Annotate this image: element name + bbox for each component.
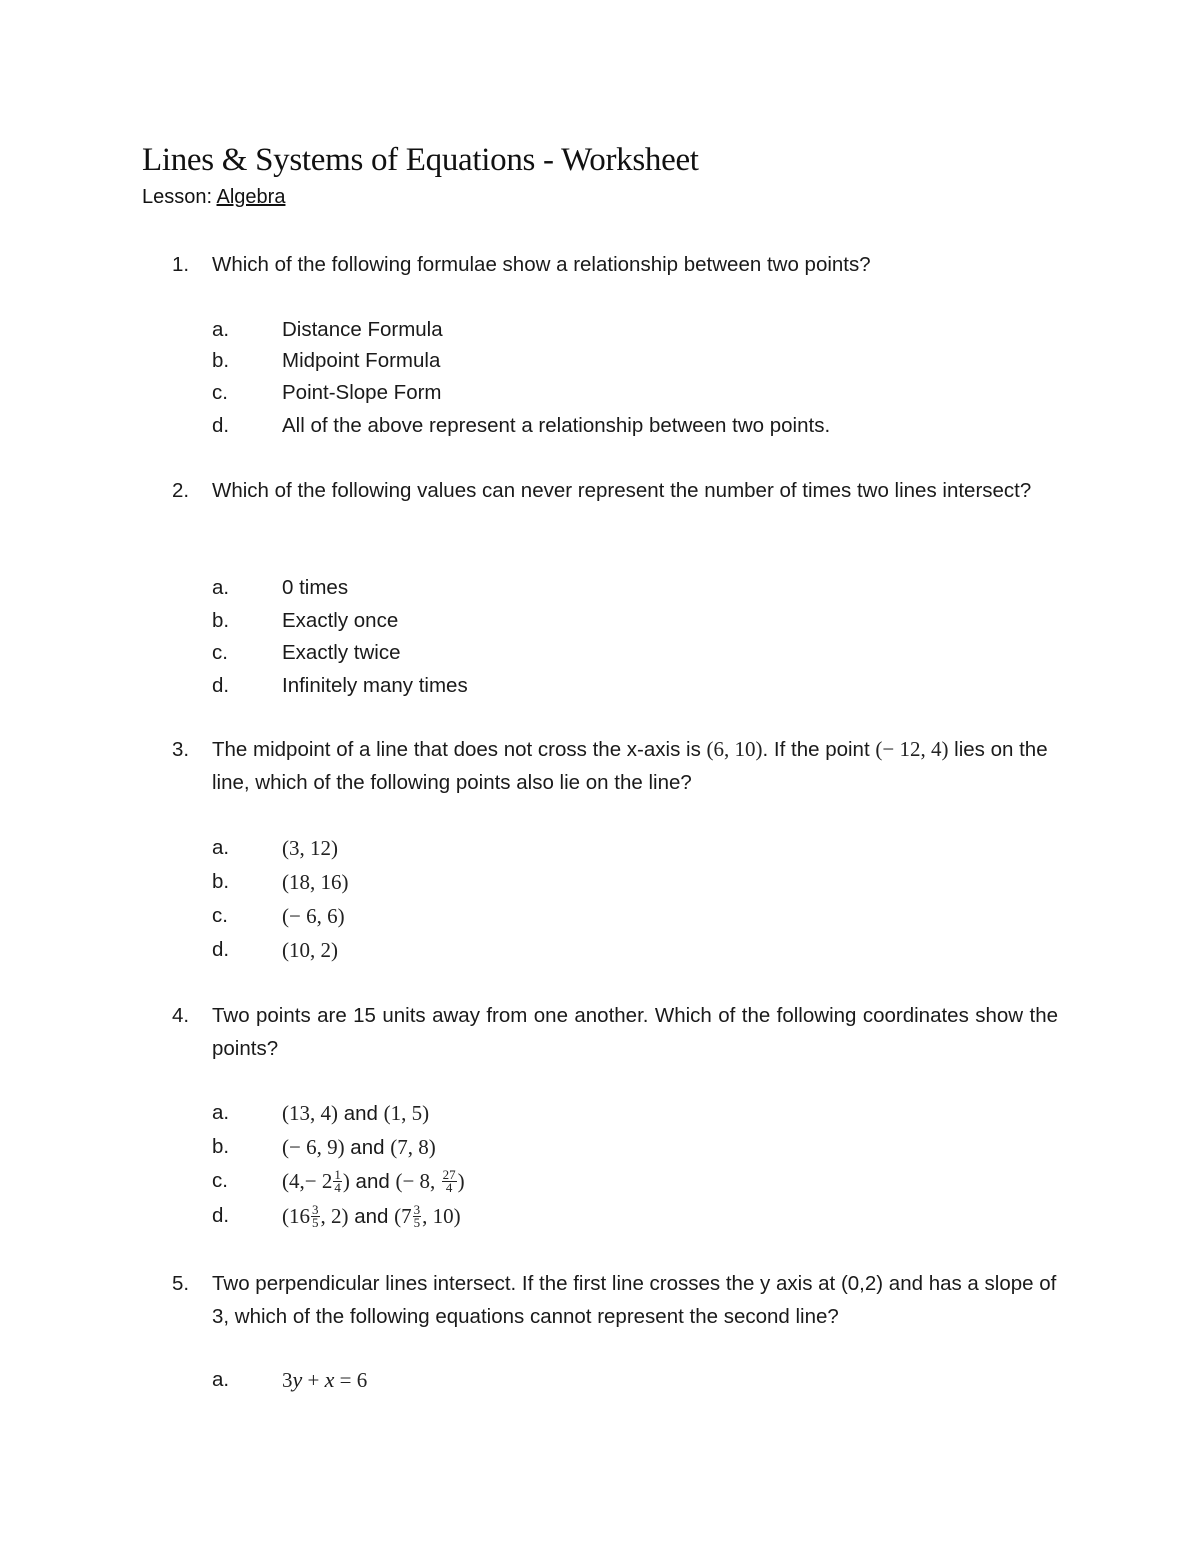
option-text: (3, 12) [282, 836, 338, 860]
option-text: (− 6, 6) [282, 904, 345, 928]
question-1 [172, 248, 1058, 281]
option-letter: d. [212, 938, 230, 961]
option-letter: a. [212, 576, 230, 599]
question-text-part: . If the point [762, 738, 870, 761]
fraction: $\frac{1}{4}$ [334, 1166, 341, 1195]
question-number: 5. [172, 1272, 190, 1295]
question-5 [172, 1267, 1058, 1333]
question-3 [172, 733, 1058, 799]
option-letter: a. [212, 318, 230, 341]
option-text: Point-Slope Form [282, 381, 442, 404]
option-text: Exactly twice [282, 641, 401, 664]
point-1: (13, 4) [282, 1101, 338, 1125]
question-text: Which of the following formulae show a relationship between two points? [212, 253, 871, 276]
fraction: $\frac{3}{5}$ [312, 1201, 319, 1230]
option-text: Exactly once [282, 609, 399, 632]
question-number: 2. [172, 479, 190, 502]
option-text: 0 times [282, 576, 349, 599]
option-letter: a. [212, 1368, 230, 1391]
question-2 [172, 474, 1058, 507]
lesson-link[interactable]: Algebra [216, 186, 286, 208]
option-letter: b. [212, 609, 230, 632]
option-letter: d. [212, 414, 230, 437]
and-word: and [355, 1170, 390, 1193]
question-number: 4. [172, 1004, 190, 1027]
option-text: (18, 16) [282, 870, 349, 894]
point-1: (16 $\frac{3}{5}$ , 2) [282, 1201, 349, 1230]
point-2: (− 8, $\frac{27}{4}$ ) [395, 1166, 465, 1195]
midpoint-coordinate: (6, 10) [706, 737, 763, 761]
fraction: $\frac{3}{5}$ [413, 1201, 421, 1230]
option-letter: a. [212, 1101, 230, 1124]
question-text: Two perpendicular lines intersect. If the first line crosses the y axis at (0,2) and has a slope of 3, which of the following equations cannot represent the second line? [212, 1272, 1057, 1328]
point-2: (7, 8) [390, 1135, 436, 1159]
option-letter: c. [212, 904, 228, 927]
point-1: (− 6, 9) [282, 1135, 345, 1159]
question-text: Which of the following values can never represent the number of times two lines intersect? [212, 479, 1032, 502]
option-text: All of the above represent a relationship between two points. [282, 414, 831, 437]
lesson-label: Lesson: [142, 186, 213, 208]
and-word: and [343, 1102, 378, 1125]
option-letter: c. [212, 1169, 228, 1192]
option-letter: d. [212, 674, 230, 697]
question-text-part: lies on the line, which of the following points also lie on the line? [212, 738, 1048, 794]
option-letter: a. [212, 836, 230, 859]
equation: 3y + x = 6 [282, 1367, 368, 1392]
point-coordinate: (− 12, 4) [875, 737, 949, 761]
point-2: (1, 5) [383, 1101, 430, 1125]
question-text-part: The midpoint of a line that does not cross the x-axis is [212, 738, 701, 761]
point-1: (4,− 2 $\frac{1}{4}$ ) [282, 1166, 350, 1195]
fraction: $\frac{27}{4}$ [442, 1166, 456, 1195]
option-letter: d. [212, 1204, 230, 1227]
point-2: (7 $\frac{3}{5}$ , 10) [394, 1201, 461, 1230]
option-letter: c. [212, 381, 228, 404]
lesson-line [142, 186, 285, 209]
option-text: Midpoint Formula [282, 349, 441, 372]
and-word: and [354, 1205, 389, 1228]
question-text: Two points are 15 units away from one another. Which of the following coordinates show the points? [212, 1004, 1058, 1060]
question-4 [172, 999, 1058, 1065]
option-text: Infinitely many times [282, 674, 468, 697]
option-text: (10, 2) [282, 938, 338, 962]
option-letter: b. [212, 349, 230, 372]
page-title: Lines & Systems of Equations - Worksheet [142, 142, 699, 178]
option-text: Distance Formula [282, 318, 443, 341]
question-number: 3. [172, 738, 190, 761]
option-letter: b. [212, 870, 230, 893]
option-letter: b. [212, 1135, 230, 1158]
question-number: 1. [172, 253, 190, 276]
option-letter: c. [212, 641, 228, 664]
and-word: and [350, 1136, 385, 1159]
